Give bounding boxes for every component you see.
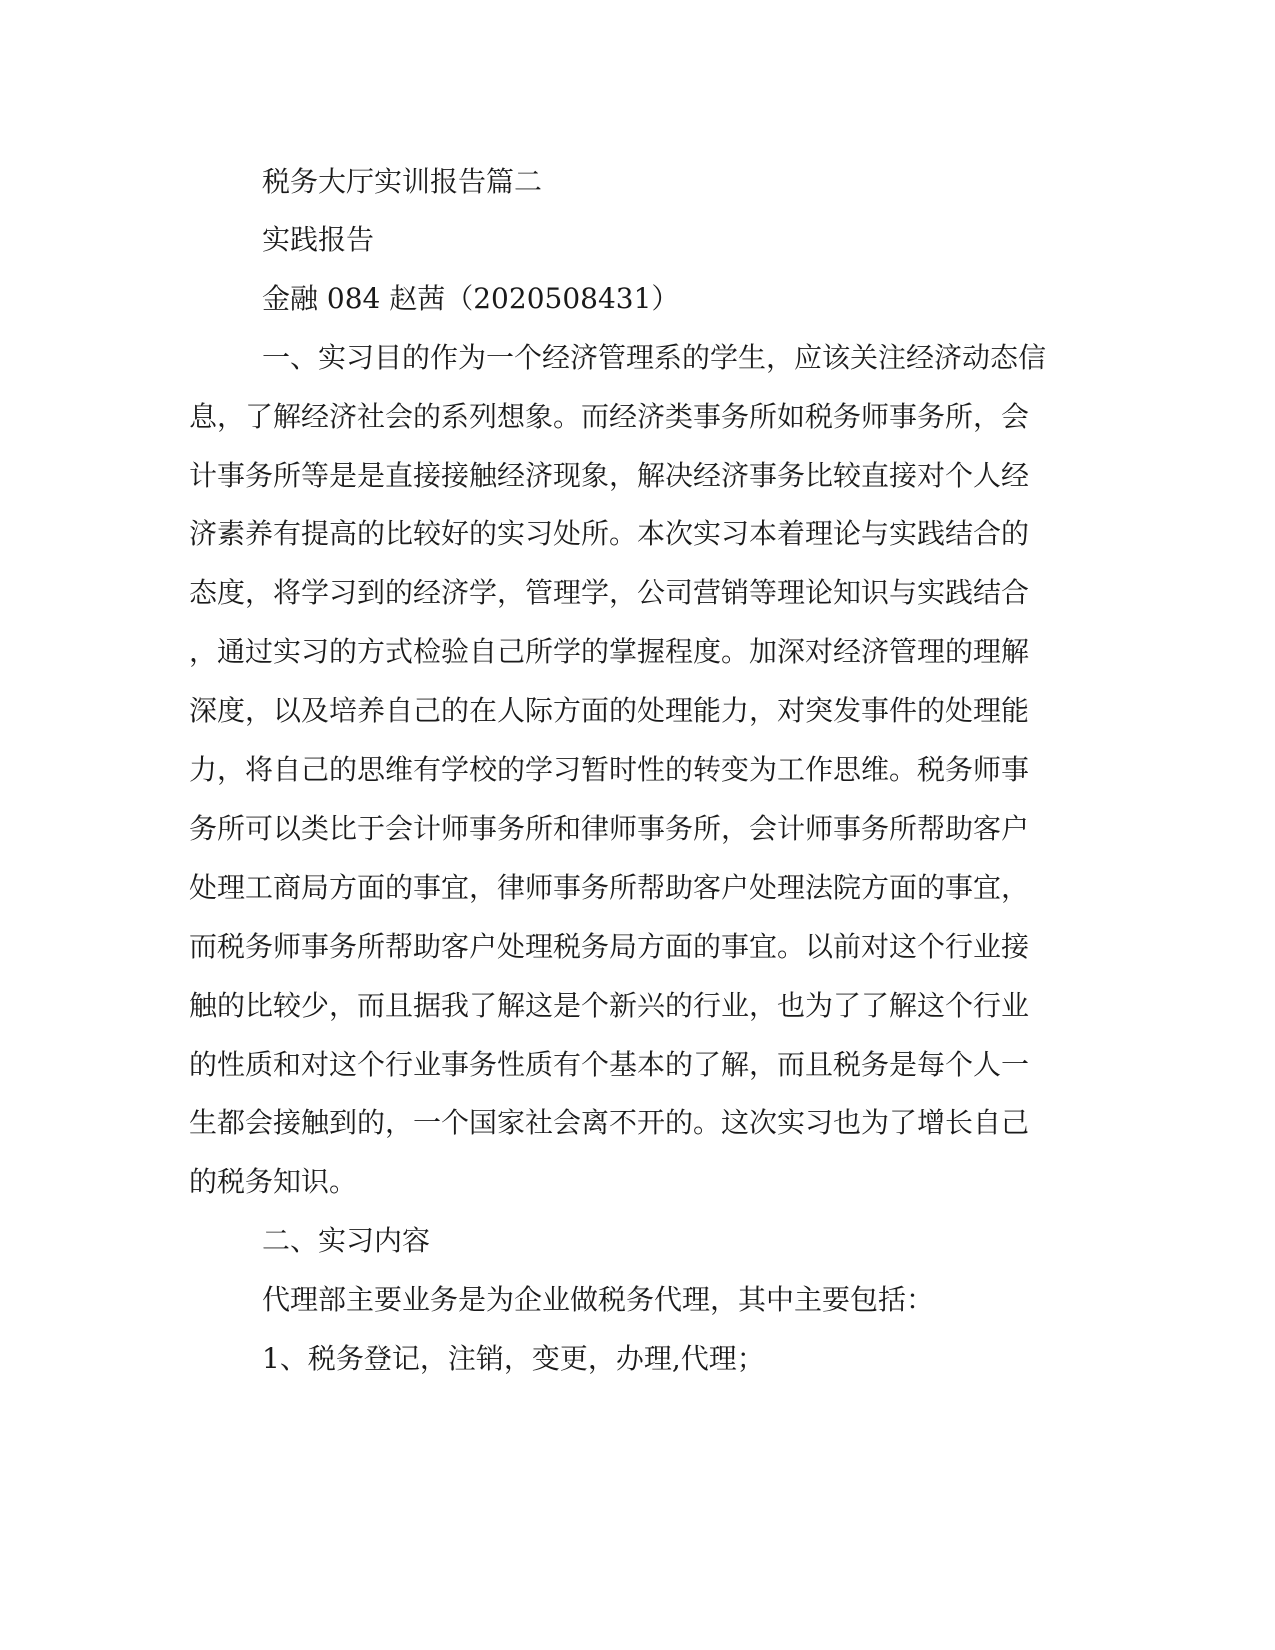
paragraph-line: 计事务所等是是直接接触经济现象，解决经济事务比较直接对个人经 [189, 459, 1030, 492]
author-line: 金融 084 赵茜（2020508431） [262, 282, 680, 315]
document-subheading: 实践报告 [262, 223, 375, 256]
paragraph-line: 一、实习目的作为一个经济管理系的学生，应该关注经济动态信 [262, 341, 1047, 374]
section-intro: 代理部主要业务是为企业做税务代理，其中主要包括： [262, 1283, 935, 1316]
paragraph-line: 务所可以类比于会计师事务所和律师事务所，会计师事务所帮助客户 [189, 812, 1030, 845]
paragraph-line: 济素养有提高的比较好的实习处所。本次实习本着理论与实践结合的 [189, 517, 1030, 550]
paragraph-line: 而税务师事务所帮助客户处理税务局方面的事宜。以前对这个行业接 [189, 930, 1030, 963]
paragraph-line: 的税务知识。 [189, 1165, 358, 1198]
document-heading: 税务大厅实训报告篇二 [262, 165, 543, 198]
paragraph-line: 深度，以及培养自己的在人际方面的处理能力，对突发事件的处理能 [189, 694, 1030, 727]
list-item: 1、税务登记，注销，变更，办理,代理； [262, 1342, 765, 1375]
paragraph-line: 态度，将学习到的经济学，管理学，公司营销等理论知识与实践结合 [189, 576, 1030, 609]
paragraph-line: 处理工商局方面的事宜，律师事务所帮助客户处理法院方面的事宜， [189, 871, 1030, 904]
section-heading: 二、实习内容 [262, 1224, 431, 1257]
paragraph-line: 触的比较少，而且据我了解这是个新兴的行业，也为了了解这个行业 [189, 989, 1030, 1022]
paragraph-line: ，通过实习的方式检验自己所学的掌握程度。加深对经济管理的理解 [189, 635, 1030, 668]
paragraph-line: 息，了解经济社会的系列想象。而经济类事务所如税务师事务所，会 [189, 400, 1030, 433]
paragraph-line: 力，将自己的思维有学校的学习暂时性的转变为工作思维。税务师事 [189, 753, 1030, 786]
paragraph-line: 生都会接触到的，一个国家社会离不开的。这次实习也为了增长自己 [189, 1106, 1030, 1139]
paragraph-line: 的性质和对这个行业事务性质有个基本的了解，而且税务是每个人一 [189, 1048, 1030, 1081]
